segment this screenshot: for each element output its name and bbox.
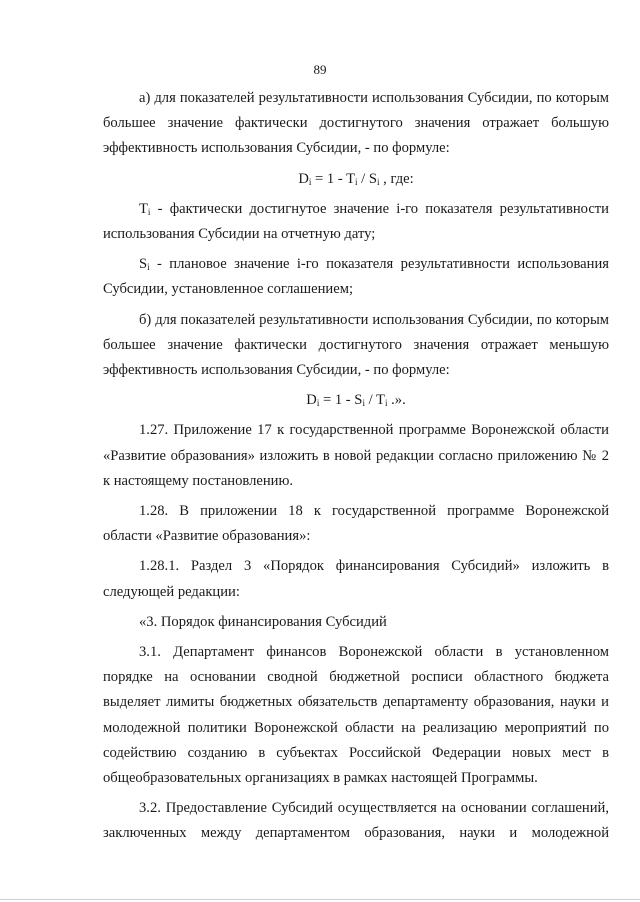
formula-d: D [306,392,317,409]
paragraph-a: а) для показателей результативности использования Субсидии, по которым большее значение фактически достигнутого значения отражает большую эффективность использования Субсидии, - по формуле: [103,90,609,157]
formula-part: = 1 - S [319,392,363,409]
paragraph-3-1: 3.1. Департамент финансов Воронежской области в установленном порядке на основании сводной бюджетной росписи областного бюджета выделяет лимиты бюджетных обязательств департаменту образования, науки и молодежной политики Воронежской области на реализацию мероприятий по содействию созданию в субъектах Российской Федерации новых мест в общеобразовательных организациях в рамках настоящей Программы. [103,644,609,787]
symbol-t: T [139,200,148,217]
formula-sub: i [377,176,380,187]
formula-tail: , где: [379,170,414,187]
formula-sub: i [316,398,320,409]
symbol-s: S [139,256,148,273]
definition-t [103,197,609,247]
page-edge-rule [0,899,640,900]
formula-direct [103,167,609,192]
paragraph-1-27: 1.27. Приложение 17 к государственной программе Воронежской области «Развитие образования» изложить в новой редакции согласно приложению № 2 к настоящему постановлению. [103,422,609,489]
symbol-sub: i [147,262,150,273]
section-3-heading: «3. Порядок финансирования Субсидий [139,613,387,630]
formula-sub: i [384,398,388,409]
formula-part: / T [364,392,385,409]
formula-d: D [298,170,309,187]
definition-s [103,252,609,302]
formula-part: = 1 - T [311,170,356,187]
paragraph-b: б) для показателей результативности использования Субсидии, по которым большее значение фактически достигнутого значения отражает меньшую эффективность использования Субсидии, - по формуле: [103,311,609,379]
definition-text: - плановое значение i-го показателя результативности использования Субсидии, установленное соглашением; [103,256,609,298]
paragraph-1-28: 1.28. В приложении 18 к государственной программе Воронежской области «Развитие образования»: [103,503,609,545]
paragraph-3-2: 3.2. Предоставление Субсидий осуществляется на основании соглашений, заключенных между департаментом образования, науки и молодежной [103,800,609,842]
definition-text: - фактически достигнутое значение i-го показателя результативности использования Субсидии на отчетную дату; [103,200,609,243]
formula-part: / S [357,170,377,187]
page-number: 89 [313,62,327,77]
formula-sub: i [355,176,358,187]
formula-tail: .». [387,392,406,409]
document-body [103,86,609,852]
formula-sub: i [362,398,365,409]
formula-inverse [103,388,609,413]
formula-sub: i [308,176,312,187]
paragraph-1-28-1: 1.28.1. Раздел 3 «Порядок финансирования Субсидий» изложить в следующей редакции: [103,558,609,600]
symbol-sub: i [147,206,151,217]
